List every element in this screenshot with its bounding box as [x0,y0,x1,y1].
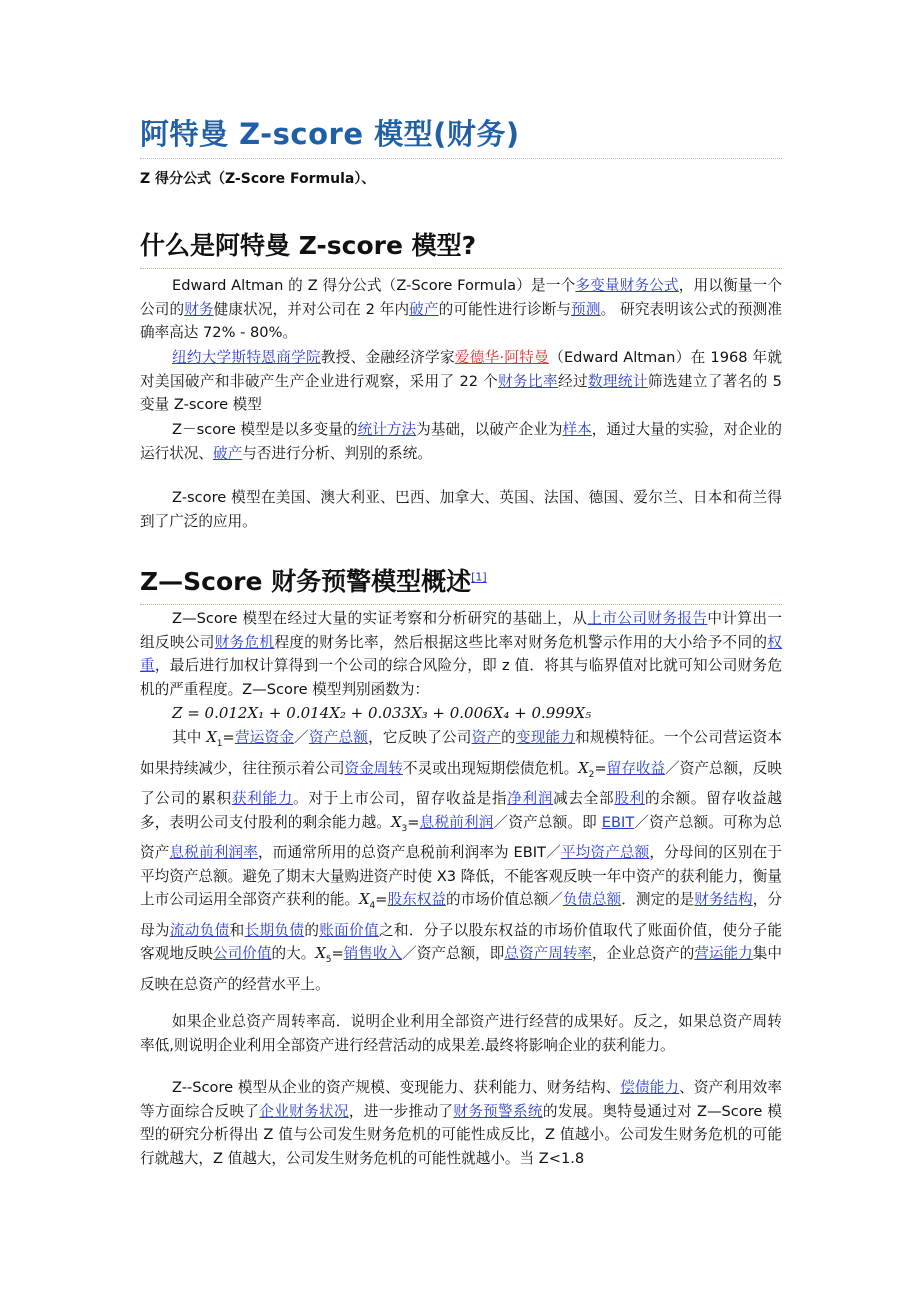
section1-paragraph-1: Edward Altman 的 Z 得分公式（Z-Score Formula）是一个多变量财务公式，用以衡量一个公司的财务健康状况，并对公司在 2 年内破产的可能性进行诊断与预测。 研究表明该公式的预测准确率高达 72% - 80%。 [140,277,782,342]
section1-divider [140,268,782,269]
link-long-term-liabilities[interactable]: 长期负债 [244,921,305,939]
link-ebit[interactable]: EBIT [601,813,635,831]
link-corporate-financial-status[interactable]: 企业财务状况 [259,1102,349,1120]
section2-paragraph-1: Z—Score 模型在经过大量的实证考察和分析研究的基础上，从上市公司财务报告中计算出一组反映公司财务危机程度的财务比率，然后根据这些比率对财务危机警示作用的大小给予不同的权重，最后进行加权计算得到一个公司的综合风险分，即 z 值．将其与临界值对比就可知公司财务危机的严重程度。Z—Score 模型判别函数为： [140,610,782,698]
link-net-profit[interactable]: 净利润 [507,790,554,807]
link-current-liabilities[interactable]: 流动负债 [169,921,230,939]
link-ebit-cn[interactable]: 息税前利润 [419,813,494,831]
link-retained-earnings[interactable]: 留存收益 [606,759,666,777]
link-asset-turnover[interactable]: 总资产周转率 [504,945,593,963]
link-operating-capability[interactable]: 营运能力 [694,945,753,963]
variable-x4: $X_4$ [359,891,376,912]
variable-x5: $X_5$ [315,945,332,966]
title-divider [140,158,782,159]
link-working-capital[interactable]: 营运资金 [234,729,295,746]
subtitle: Z 得分公式（Z-Score Formula）、 [140,171,376,187]
section2-paragraph-2: 其中 $X_1=$营运资金／资产总额，它反映了公司资产的变现能力和规模特征。一个公司营运资本如果持续减少，往往预示着公司资金周转不灵或出现短期偿债危机。$X_2=$留存收益／资产总额，反映了公司的累积获利能力。对于上市公司，留存收益是指净利润减去全部股利的余额。留存收益越多，表明公司支付股利的剩余能力越。$X_3=$息税前利润／资产总额。即 EBIT／资产总额。可称为总资产息税前利润率，而通常所用的总资产息税前利润率为 EBIT／平均资产总额，分母间的区别在于平均资产总额。避免了期末大量购进资产时使 X3 降低，不能客观反映一年中资产的获利能力，衡量上市公司运用全部资产获利的能。$X_4=$股东权益的市场价值总额／负债总额．测定的是财务结构，分母为流动负债和长期负债的账面价值之和．分子以股东权益的市场价值取代了账面价值，使分子能客观地反映公司价值的大。$X_5=$销售收入／资产总额，即总资产周转率，企业总资产的营运能力集中反映在总资产的经营水平上。 [140,729,782,993]
link-solvency[interactable]: 偿债能力 [620,1079,680,1096]
link-sales-revenue[interactable]: 销售收入 [343,945,403,963]
link-ebit-margin[interactable]: 息税前利润率 [169,844,258,862]
link-bankruptcy-2[interactable]: 破产 [212,444,243,462]
link-sample[interactable]: 样本 [562,421,592,438]
variable-x2: $X_2$ [578,759,595,780]
reference-link[interactable]: [1] [471,570,487,584]
link-assets[interactable]: 资产 [471,729,502,746]
link-financial-structure[interactable]: 财务结构 [694,891,753,909]
section2-paragraph-3: 如果企业总资产周转率高．说明企业利用全部资产进行经营的成果好。反之，如果总资产周转率低,则说明企业利用全部资产进行经营活动的成果差.最终将影响企业的获利能力。 [140,1013,782,1054]
section1-heading: 什么是阿特曼 Z-score 模型? [140,231,477,260]
section2-heading: Z—Score 财务预警模型概述[1] [140,567,487,596]
page-title: 阿特曼 Z-score 模型(财务) [140,117,520,151]
section1-paragraph-3: Z－score 模型是以多变量的统计方法为基础，以破产企业为样本，通过大量的实验，对企业的运行状况、破产与否进行分析、判别的系统。 [140,421,782,462]
link-total-liabilities[interactable]: 负债总额 [562,891,622,909]
link-financial-crisis[interactable]: 财务危机 [214,633,275,651]
link-edward-altman[interactable]: 爱德华·阿特曼 [454,349,550,366]
link-statistical-method[interactable]: 统计方法 [357,421,417,438]
link-total-assets[interactable]: 资产总额 [308,729,369,746]
link-shareholder-equity[interactable]: 股东权益 [387,891,446,909]
link-listed-company-report[interactable]: 上市公司财务报告 [587,610,708,627]
variable-x1: $X_1$ [206,729,223,749]
link-weight[interactable]: 权重 [140,633,782,675]
link-financial-ratio[interactable]: 财务比率 [498,372,558,390]
link-finance[interactable]: 财务 [184,300,214,318]
link-financial-warning-system[interactable]: 财务预警系统 [453,1102,543,1120]
link-forecast[interactable]: 预测 [571,300,601,318]
section1-paragraph-2: 纽约大学斯特恩商学院教授、金融经济学家爱德华·阿特曼（Edward Altman）在 1968 年就对美国破产和非破产生产企业进行观察，采用了 22 个财务比率经过数理统计筛选建立了著名的 5 变量 Z-score 模型 [140,349,782,414]
link-bankruptcy[interactable]: 破产 [409,300,439,318]
variable-x3: $X_3$ [391,813,408,834]
z-score-formula: Z = 0.012X₁ + 0.014X₂ + 0.033X₃ + 0.006X₄ + 0.999X₅ [172,704,592,722]
link-fund-turnover[interactable]: 资金周转 [344,759,403,777]
link-liquidity[interactable]: 变现能力 [515,729,576,746]
link-average-total-assets[interactable]: 平均资产总额 [560,844,650,862]
link-book-value[interactable]: 账面价值 [319,921,379,939]
link-nyu-stern[interactable]: 纽约大学斯特恩商学院 [172,349,321,366]
link-profitability[interactable]: 获利能力 [231,790,294,807]
link-statistics[interactable]: 数理统计 [587,372,648,390]
link-multivariate-formula[interactable]: 多变量财务公式 [575,277,679,294]
link-company-value[interactable]: 公司价值 [213,945,272,963]
section2-paragraph-4: Z--Score 模型从企业的资产规模、变现能力、获利能力、财务结构、偿债能力、资产利用效率等方面综合反映了企业财务状况，进一步推动了财务预警系统的发展。奥特曼通过对 Z—Score 模型的研究分析得出 Z 值与公司发生财务危机的可能性成反比，Z 值越小。公司发生财务危机的可能行就越大，Z 值越大，公司发生财务危机的可能性就越小。当 Z<1.8 [140,1079,782,1167]
section1-paragraph-4: Z-score 模型在美国、澳大利亚、巴西、加拿大、英国、法国、德国、爱尔兰、日本和荷兰得到了广泛的应用。 [140,489,782,530]
link-dividend[interactable]: 股利 [614,790,645,807]
section2-divider [140,604,782,605]
